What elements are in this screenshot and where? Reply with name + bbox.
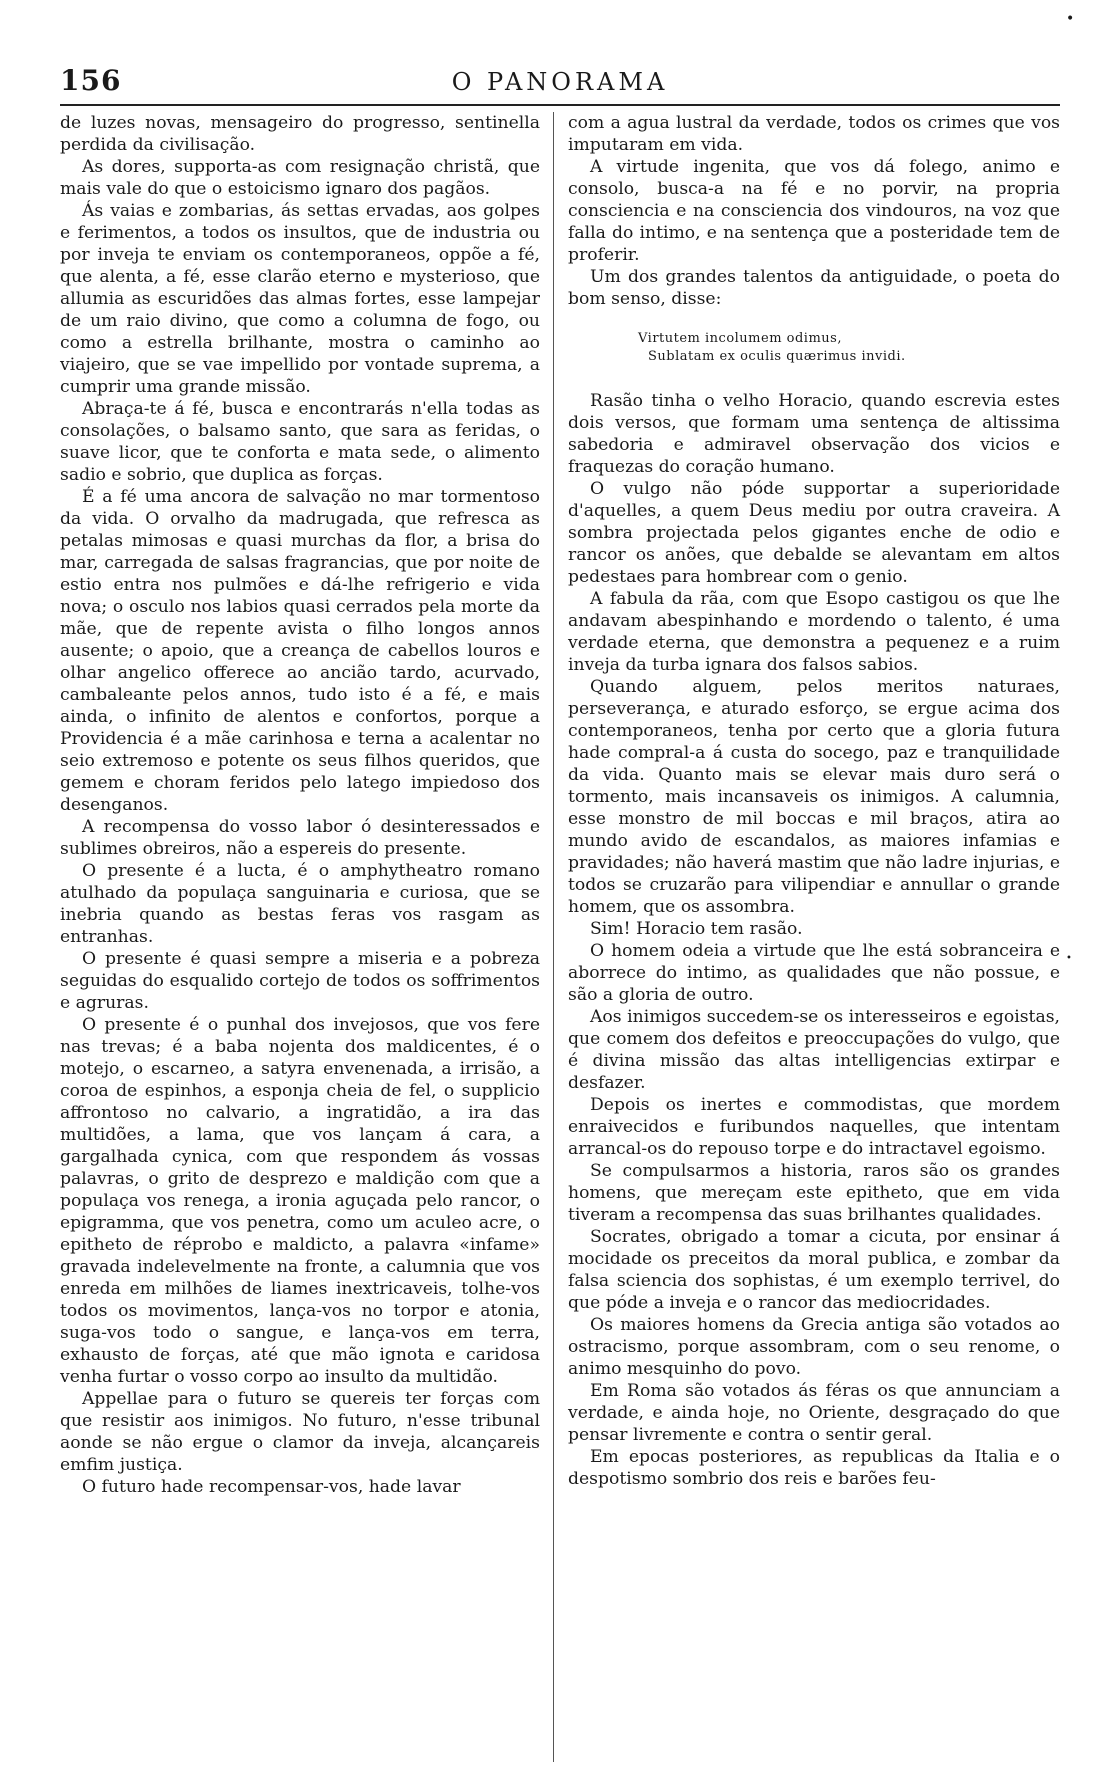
margin-ink-mark: • — [1066, 953, 1072, 964]
left-column — [60, 112, 540, 1498]
paragraph: com a agua lustral da verdade, todos os crimes que vos imputaram em vida. — [568, 113, 1060, 155]
paragraph: A virtude ingenita, que vos dá folego, animo e consolo, busca-a na fé e no porvir, na propria consciencia e na consciencia dos vindouros, na voz que falla do intimo, e na sentença que a posteridade tem de proferir. — [568, 157, 1060, 265]
paragraph: O presente é a lucta, é o amphytheatro romano atulhado da populaça sanguinaria e curiosa, que se inebria quando as bestas feras vos rasgam as entranhas. — [60, 861, 540, 947]
paragraph: É a fé uma ancora de salvação no mar tormentoso da vida. O orvalho da madrugada, que refresca as petalas mimosas e quasi murchas da flor, a brisa do mar, carregada de salsas fragrancias, que por noite de estio entra nos pulmões e dá-lhe refrigerio e vida nova; o osculo nos labios quasi cerrados pela morte da mãe, que de repente avista o filho longos annos ausente; o apoio, que a creança de cabellos louros e olhar angelico offerece ao ancião tardo, acurvado, cambaleante pelos annos, tudo isto é a fé, e mais ainda, o infinito de alentos e confortos, porque a Providencia é a mãe carinhosa e terna a acalentar no seio extremoso e potente os seus filhos queridos, que gemem e choram feridos pelo latego impiedoso dos desenganos. — [60, 487, 540, 815]
column-divider — [553, 112, 554, 1762]
paragraph: Em Roma são votados ás féras os que annunciam a verdade, e ainda hoje, no Oriente, desgraçado do que pensar livremente e contra o sentir geral. — [568, 1381, 1060, 1445]
paragraph: Os maiores homens da Grecia antiga são votados ao ostracismo, porque assombram, com o seu renome, o animo mesquinho do povo. — [568, 1315, 1060, 1379]
quote-line: Virtutem incolumem odimus, — [638, 331, 842, 346]
paragraph: Aos inimigos succedem-se os interesseiros e egoistas, que comem dos defeitos e preoccupações do vulgo, que é divina missão das altas intelligencias extirpar e desfazer. — [568, 1007, 1060, 1093]
paragraph: Quando alguem, pelos meritos naturaes, perseverança, e aturado esforço, se ergue acima dos contemporaneos, tenha por certo que a gloria futura hade compral-a á custa do socego, paz e tranquilidade da vida. Quanto mais se elevar mais duro será o tormento, mais incansaveis os inimigos. A calumnia, esse monstro de mil boccas e mil braços, atira ao mundo avido de escandalos, as maiores infamias e pravidades; não haverá mastim que não ladre injurias, e todos se cruzarão para vilipendiar e annullar o grande homem, que os assombra. — [568, 677, 1060, 917]
quote-line: Sublatam ex oculis quærimus invidi. — [648, 349, 906, 364]
paragraph: Appellae para o futuro se quereis ter forças com que resistir aos inimigos. No futuro, n'esse tribunal aonde se não ergue o clamor da inveja, alcançareis emfim justiça. — [60, 1389, 540, 1475]
paragraph: Sim! Horacio tem rasão. — [590, 919, 803, 939]
paragraph: Se compulsarmos a historia, raros são os grandes homens, que mereçam este epitheto, que em vida tiveram a recompensa das suas brilhantes qualidades. — [568, 1161, 1060, 1225]
paragraph: O homem odeia a virtude que lhe está sobranceira e aborrece do intimo, as qualidades que não possue, e são a gloria de outro. — [568, 941, 1060, 1005]
paragraph: Um dos grandes talentos da antiguidade, o poeta do bom senso, disse: — [568, 267, 1060, 309]
journal-title: O PANORAMA — [451, 68, 669, 96]
paragraph: Ás vaias e zombarias, ás settas ervadas, aos golpes e ferimentos, a todos os insultos, que de industria ou por inveja te enviam os contemporaneos, oppõe a fé, que alenta, a fé, esse clarão eterno e mysterioso, que allumia as escuridões das almas fortes, esse lampejar de um raio divino, que como a columna de fogo, ou como a estrella brilhante, mostra o caminho ao viajeiro, que se vae impellido por vontade suprema, a cumprir uma grande missão. — [60, 201, 540, 397]
paragraph: de luzes novas, mensageiro do progresso, sentinella perdida da civilisação. — [60, 113, 540, 155]
paragraph: As dores, supporta-as com resignação christã, que mais vale do que o estoicismo ignaro dos pagãos. — [60, 157, 540, 199]
paragraph: A recompensa do vosso labor ó desinteressados e sublimes obreiros, não a espereis do presente. — [60, 817, 540, 859]
paragraph: Abraça-te á fé, busca e encontrarás n'ella todas as consolações, o balsamo santo, que sara as feridas, o suave licor, que te conforta e mata sede, o alimento sadio e sobrio, que duplica as forças. — [60, 399, 540, 485]
paragraph: A fabula da rãa, com que Esopo castigou os que lhe andavam abespinhando e mordendo o talento, é uma verdade eterna, que demonstra a pequenez e a ruim inveja da turba ignara dos falsos sabios. — [568, 589, 1060, 675]
paragraph: O futuro hade recompensar-vos, hade lavar — [82, 1477, 461, 1497]
paragraph: Depois os inertes e commodistas, que mordem enraivecidos e furibundos naquelles, que intentam arrancal-os do repouso torpe e do intractavel egoismo. — [568, 1095, 1060, 1159]
paragraph: O presente é quasi sempre a miseria e a pobreza seguidas do esqualido cortejo de todos os soffrimentos e agruras. — [60, 949, 540, 1013]
page-header — [60, 64, 1060, 108]
header-rule — [60, 104, 1060, 106]
paragraph: O vulgo não póde supportar a superioridade d'aquelles, a quem Deus mediu por outra craveira. A sombra projectada pelos gigantes enche de odio e rancor os anões, que debalde se alevantam em altos pedestaes para hombrear com o genio. — [568, 479, 1060, 587]
corner-ink-mark: • — [1066, 11, 1075, 27]
paragraph: Socrates, obrigado a tomar a cicuta, por ensinar á mocidade os preceitos da moral publica, e zombar da falsa sciencia dos sophistas, é um exemplo terrivel, do que póde a inveja e o rancor das mediocridades. — [568, 1227, 1060, 1313]
latin-quote — [568, 330, 1060, 366]
paragraph: O presente é o punhal dos invejosos, que vos fere nas trevas; é a baba nojenta dos maldicentes, é o motejo, o escarneo, a satyra envenenada, a irrisão, a coroa de espinhos, a esponja cheia de fel, o supplicio affrontoso no calvario, a ingratidão, a ira das multidões, a lama, que vos lançam á cara, a gargalhada cynica, com que respondem ás vossas palavras, o grito de desprezo e maldição com que a populaça vos renega, a ironia aguçada pelo rancor, o epigramma, que vos penetra, como um aculeo acre, o epitheto de réprobo e maldicto, a palavra «infame» gravada indelevelmente na fronte, a calumnia que vos enreda em milhões de liames inextricaveis, tolhe-vos todos os movimentos, lança-vos no torpor e atonia, suga-vos todo o sangue, e lança-vos em terra, exhausto de forças, até que mão ignota e caridosa venha furtar o vosso corpo ao insulto da multidão. — [60, 1015, 540, 1387]
right-column — [568, 112, 1060, 1490]
page-number: 156 — [60, 64, 122, 97]
paragraph: Rasão tinha o velho Horacio, quando escrevia estes dois versos, que formam uma sentença de altissima sabedoria e admiravel observação dos vicios e fraquezas do coração humano. — [568, 391, 1060, 477]
paragraph: Em epocas posteriores, as republicas da Italia e o despotismo sombrio dos reis e barões feu- — [568, 1447, 1060, 1489]
